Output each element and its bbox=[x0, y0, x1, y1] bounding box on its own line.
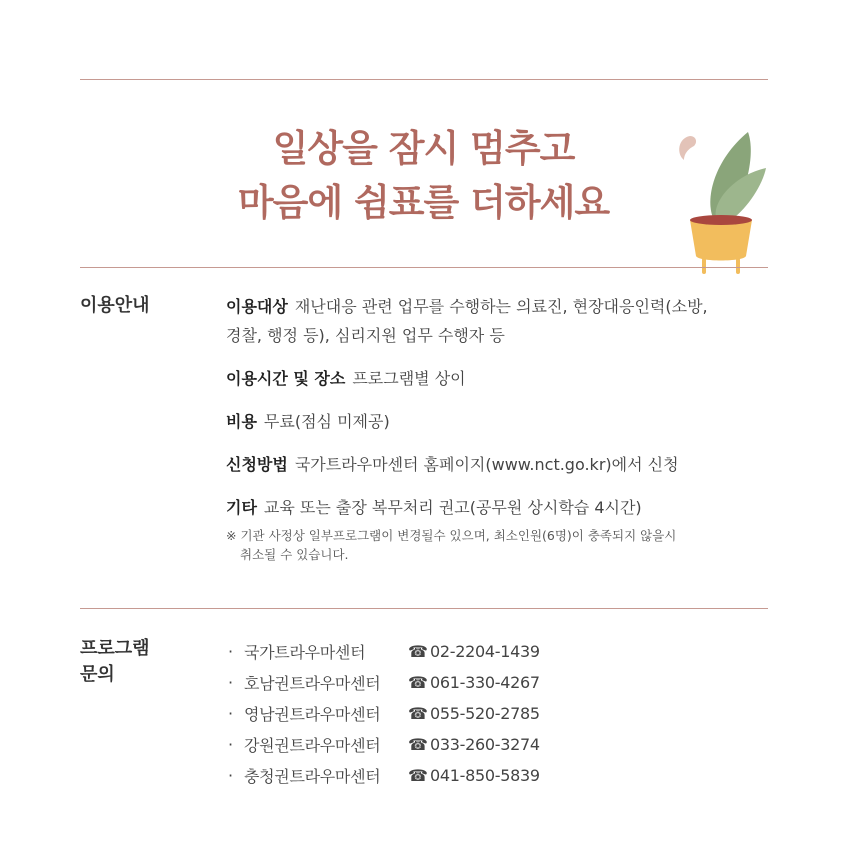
headline-line2: 마음에 쉼표를 더하세요 bbox=[237, 181, 610, 224]
usage-info-list bbox=[226, 292, 766, 564]
info-title-apply: 신청방법 bbox=[226, 455, 288, 474]
contact-phone[interactable]: 041-850-5839 bbox=[430, 766, 540, 785]
info-item-cost bbox=[226, 407, 766, 436]
phone-icon: ☎ bbox=[408, 673, 428, 692]
section-label-usage: 이용안내 bbox=[80, 295, 150, 316]
info-text-time-place: 프로그램별 상이 bbox=[352, 369, 466, 388]
info-item-time-place bbox=[226, 364, 766, 393]
contact-row bbox=[228, 760, 540, 791]
info-item-target bbox=[226, 292, 766, 350]
contact-row bbox=[228, 698, 540, 729]
comma-mark bbox=[679, 136, 696, 160]
contact-name: 국가트라우마센터 bbox=[244, 643, 366, 662]
contact-phone[interactable]: 033-260-3274 bbox=[430, 735, 540, 754]
contact-row bbox=[228, 729, 540, 760]
note-line2: 취소될 수 있습니다. bbox=[240, 547, 349, 562]
bullet: · bbox=[228, 704, 234, 723]
contact-name: 호남권트라우마센터 bbox=[244, 674, 381, 693]
pot-leg-left bbox=[702, 258, 706, 274]
info-item-etc bbox=[226, 493, 766, 522]
contact-name: 충청권트라우마센터 bbox=[244, 767, 381, 786]
program-label-line2: 문의 bbox=[80, 664, 115, 685]
contact-list bbox=[228, 636, 540, 791]
contact-name: 영남권트라우마센터 bbox=[244, 705, 381, 724]
contact-row bbox=[228, 667, 540, 698]
contact-row bbox=[228, 636, 540, 667]
contact-name: 강원권트라우마센터 bbox=[244, 736, 381, 755]
section-label-program bbox=[80, 636, 150, 688]
info-text-target-line2: 경찰, 행정 등), 심리지원 업무 수행자 등 bbox=[226, 326, 505, 345]
phone-icon: ☎ bbox=[408, 642, 428, 661]
plant-pot bbox=[690, 220, 752, 261]
info-text-target-line1: 재난대응 관련 업무를 수행하는 의료진, 현장대응인력(소방, bbox=[294, 297, 708, 316]
phone-icon: ☎ bbox=[408, 735, 428, 754]
bullet: · bbox=[228, 735, 234, 754]
headline-line1: 일상을 잠시 멈추고 bbox=[272, 127, 575, 170]
contact-phone[interactable]: 061-330-4267 bbox=[430, 673, 540, 692]
contact-phone[interactable]: 055-520-2785 bbox=[430, 704, 540, 723]
info-item-apply bbox=[226, 450, 766, 479]
bullet: · bbox=[228, 642, 234, 661]
note-line1: ※ 기관 사정상 일부프로그램이 변경될수 있으며, 최소인원(6명)이 충족되지 않을시 bbox=[226, 528, 677, 543]
info-text-apply: 국가트라우마센터 홈페이지(www.nct.go.kr)에서 신청 bbox=[294, 455, 679, 474]
section-divider-info bbox=[80, 267, 768, 268]
bullet: · bbox=[228, 673, 234, 692]
info-text-etc: 교육 또는 출장 복무처리 권고(공무원 상시학습 4시간) bbox=[263, 498, 642, 517]
phone-icon: ☎ bbox=[408, 766, 428, 785]
top-divider bbox=[80, 79, 768, 80]
cancellation-note bbox=[226, 526, 766, 564]
program-label-line1: 프로그램 bbox=[80, 638, 150, 659]
info-title-target: 이용대상 bbox=[226, 297, 288, 316]
pot-leg-right bbox=[736, 258, 740, 274]
info-title-time-place: 이용시간 및 장소 bbox=[226, 369, 346, 388]
phone-icon: ☎ bbox=[408, 704, 428, 723]
potted-plant-illustration bbox=[670, 120, 780, 280]
contact-phone[interactable]: 02-2204-1439 bbox=[430, 642, 540, 661]
info-title-cost: 비용 bbox=[226, 412, 257, 431]
info-text-cost: 무료(점심 미제공) bbox=[263, 412, 390, 431]
info-title-etc: 기타 bbox=[226, 498, 257, 517]
section-divider-program bbox=[80, 608, 768, 609]
pot-soil bbox=[690, 215, 752, 225]
bullet: · bbox=[228, 766, 234, 785]
